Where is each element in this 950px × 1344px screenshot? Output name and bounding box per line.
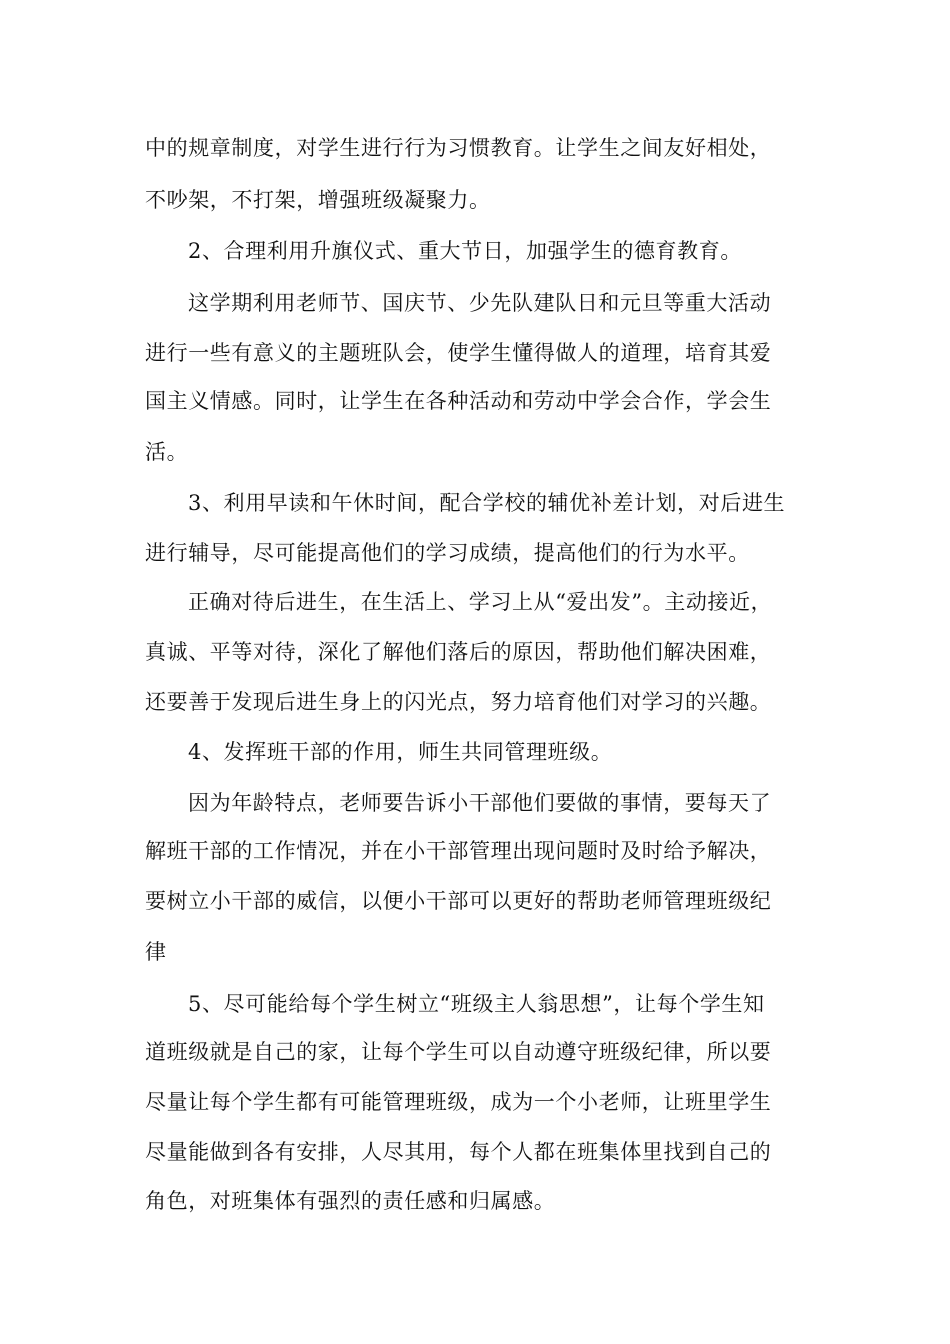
text-line: 2、合理利用升旗仪式、重大节日，加强学生的德育教育。: [188, 239, 742, 263]
text-line: 尽量能做到各有安排，人尽其用，每个人都在班集体里找到自己的: [145, 1140, 772, 1164]
text-line: 角色，对班集体有强烈的责任感和归属感。: [145, 1189, 556, 1213]
text-line: 尽量让每个学生都有可能管理班级，成为一个小老师，让班里学生: [145, 1090, 772, 1114]
text-line: 进行辅导，尽可能提高他们的学习成绩，提高他们的行为水平。: [145, 541, 750, 565]
text-line: 律: [145, 940, 167, 964]
text-line: 真诚、平等对待，深化了解他们落后的原因，帮助他们解决困难，: [145, 640, 772, 664]
text-line: 5、尽可能给每个学生树立“班级主人翁思想”，让每个学生知: [188, 992, 765, 1016]
text-line: 正确对待后进生，在生活上、学习上从“爱出发”。主动接近，: [188, 590, 773, 614]
text-line: 这学期利用老师节、国庆节、少先队建队日和元旦等重大活动: [188, 291, 772, 315]
text-line: 解班干部的工作情况，并在小干部管理出现问题时及时给予解决，: [145, 839, 772, 863]
text-line: 4、发挥班干部的作用，师生共同管理班级。: [188, 740, 613, 764]
text-line: 国主义情感。同时，让学生在各种活动和劳动中学会合作，学会生: [145, 389, 772, 413]
text-line: 还要善于发现后进生身上的闪光点，努力培育他们对学习的兴趣。: [145, 690, 772, 714]
text-line: 活。: [145, 440, 189, 464]
text-line: 3、利用早读和午休时间，配合学校的辅优补差计划，对后进生: [188, 491, 786, 515]
text-line: 因为年龄特点，老师要告诉小干部他们要做的事情，要每天了: [188, 791, 772, 815]
text-line: 不吵架，不打架，增强班级凝聚力。: [145, 188, 491, 212]
text-line: 中的规章制度，对学生进行行为习惯教育。让学生之间友好相处，: [145, 136, 772, 160]
text-line: 进行一些有意义的主题班队会，使学生懂得做人的道理，培育其爱: [145, 341, 772, 365]
text-line: 要树立小干部的威信，以便小干部可以更好的帮助老师管理班级纪: [145, 889, 772, 913]
text-line: 道班级就是自己的家，让每个学生可以自动遵守班级纪律，所以要: [145, 1040, 772, 1064]
